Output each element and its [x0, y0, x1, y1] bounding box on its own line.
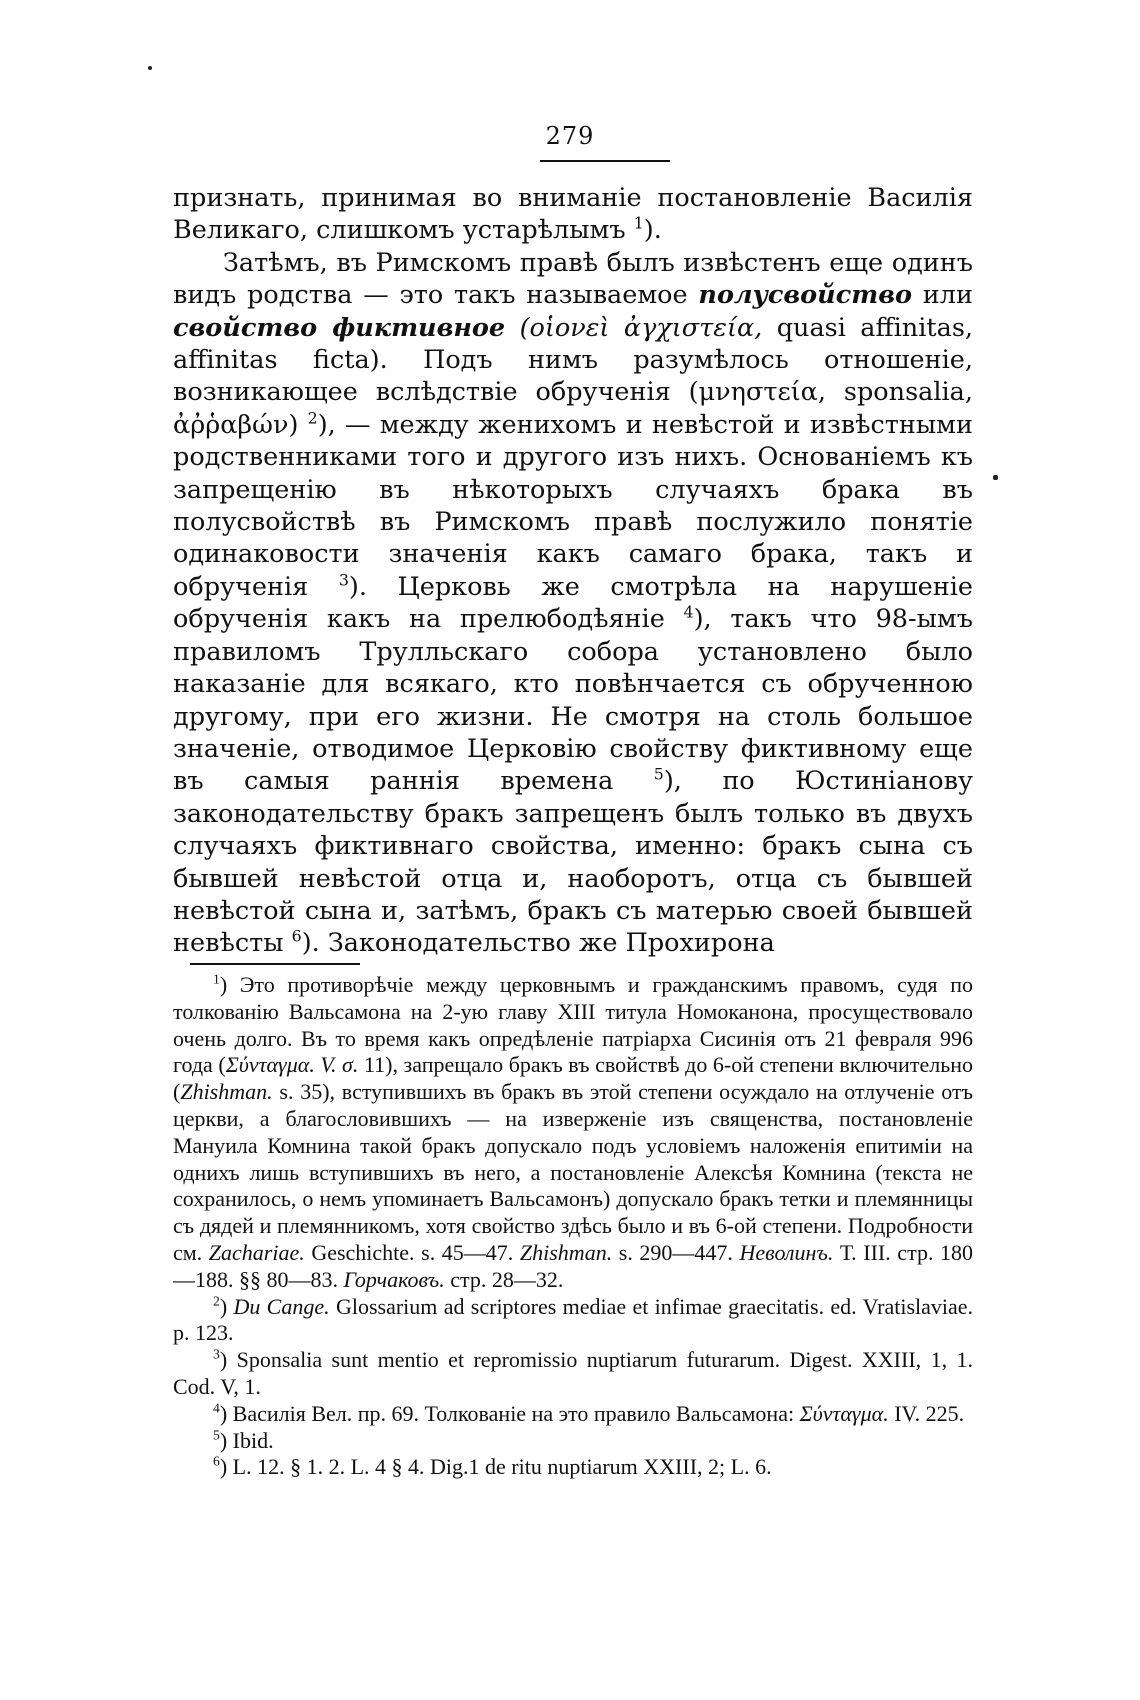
paragraph-text: Затѣмъ, въ Римскомъ правѣ былъ извѣстенъ еще одинъ видъ родства — это такъ называемое — [173, 247, 973, 311]
footnote-marker[interactable]: 2 — [307, 408, 318, 428]
footnote-text: Т. III. стр. 180—188. §§ 80—83. — [173, 1239, 974, 1292]
footnote-number: 1 — [213, 971, 220, 987]
paragraph-text: ), по Юстиніанову законодательству бракъ запрещенъ былъ только въ двухъ случаяхъ фиктивнаго свойства, именно: бракъ сына съ бывшей невѣстой отца и, наоборотъ, отца съ бывшей невѣстой сына и, затѣмъ, бракъ съ матерью своей бывшей невѣсты — [173, 766, 973, 959]
footnote-text: Glossarium ad scriptores mediae et infimae graecitatis. ed. Vratislaviae. p. 123. — [173, 1293, 974, 1346]
footnote-text: Это противорѣчіе между церковнымъ и гражданскимъ правомъ, судя по толкованію Вальсамона на 2-ую главу XIII титула Номоканона, просуществовало очень долго. Въ то время какъ опредѣленіе патріарха Сисинія отъ 21 февраля 996 года ( — [173, 972, 974, 1078]
paragraph-text: Церковь же смотрѣла на нарушеніе обрученія какъ на прелюбодѣяніе — [173, 571, 973, 635]
footnote-1: $^1$) Это противорѣчіе между церковнымъ и гражданскимъ правомъ, судя по толкованію Вальсамона на 2-ую главу XIII титула Номоканона, просуществовало очень долго. Въ то время какъ опредѣленіе патріарха Сисинія отъ 21 февраля 996 года (Σύνταγμα. V. σ. 11), запрещало бракъ въ свойствѣ до 6-ой степени включительно (Zhishman. s. 35), вступившихъ въ бракъ въ этой степени осуждало на отлученіе отъ церкви, а благословившихъ — на изверженіе изъ священства, постановленіе Мануила Комнина такой бракъ допускало подъ условіемъ наложенія епитиміи на однихъ лишь вступившихъ въ него, а постановленіе Алексѣя Комнина (текста не сохранилось, о немъ упоминаетъ Вальсамонъ) допускало бракъ тетки и племянницы съ дядей и племянникомъ, хотя свойство здѣсь было и въ 6-ой степени. Подробности см. Zachariae. Geschichte. s. 45—47. Zhishman. s. 290—447. Неволинъ. Т. III. стр. 180—188. §§ 80—83. Горчаковъ. стр. 28—32. — [173, 971, 974, 1292]
paragraph-text: ), такъ что 98-ымъ правиломъ Трулльскаго собора установлено было наказаніе для всякаго, кто повѣнчается съ обрученною другому, при его жизни. Не смотря на столь большое значеніе, отводимое Церковію свойству фиктивному еще въ самыя раннія времена — [173, 604, 973, 797]
footnote-text: IV. 225. — [894, 1400, 965, 1426]
paragraph-text: признать, принимая во вниманіе постановленіе Василія Великаго, слишкомъ устарѣлымъ — [173, 183, 973, 246]
page-number: 279 — [545, 122, 595, 150]
paragraph-text: quasi affinitas, affinitas ficta). Подъ нимъ разумѣлось отношеніе, возникающее вслѣдствіе обрученія (μνηστεία, sponsalia, ἀῤῥαβών) — [173, 312, 974, 440]
footnotes — [173, 972, 973, 1481]
paragraph-2: Затѣмъ, въ Римскомъ правѣ былъ извѣстенъ еще одинъ видъ родства — это такъ называемое полусвойство или свойство фиктивное (οἱονεὶ ἀγχιστεία, quasi affinitas, affinitas ficta). Подъ нимъ разумѣлось отношеніе, возникающее вслѣдствіе обрученія (μνηστεία, sponsalia, ἀῤῥαβών) $^2$), — между женихомъ и невѣстой и извѣстными родственниками того и другого изъ нихъ. Основаніемъ къ запрещенію въ нѣкоторыхъ случаяхъ брака въ полусвойствѣ въ Римскомъ правѣ послужило понятіе одинаковости значенія какъ самаго брака, такъ и обрученія $^3$). Церковь же смотрѣла на нарушеніе обрученія какъ на прелюбодѣяніе $^4$), такъ что 98-ымъ правиломъ Трулльскаго собора установлено было наказаніе для всякаго, кто повѣнчается съ обрученною другому, при его жизни. Не смотря на столь большое значеніе, отводимое Церковію свойству фиктивному еще въ самыя раннія времена $^5$), по Юстиніанову законодательству бракъ запрещенъ былъ только въ двухъ случаяхъ фиктивнаго свойства, именно: бракъ сына съ бывшей невѣстой отца и, наоборотъ, отца съ бывшей невѣстой сына и, затѣмъ, бракъ съ матерью своей бывшей невѣсты $^6$). Законодательство же Прохирона — [173, 247, 974, 959]
paragraph-text: или — [922, 280, 973, 311]
footnote-text: стр. 28—32. — [450, 1266, 564, 1292]
footnote-text: Geschichte. s. 45—47. — [311, 1239, 514, 1265]
footnote-text: s. 290—447. — [618, 1239, 733, 1265]
footnote-marker[interactable]: 5 — [653, 764, 664, 784]
page-number-rule — [540, 160, 670, 162]
main-text — [173, 182, 973, 960]
footnote-text: L. 12. § 1. 2. L. 4 § 4. Dig.1 de ritu nuptiarum XXIII, 2; L. 6. — [232, 1454, 772, 1480]
footnote-4: $^4$) Василія Вел. пр. 69. Толкованіе на это правило Вальсамона: Σύνταγμα. IV. 225. — [213, 1400, 965, 1426]
citation-italic: Zachariae. — [208, 1239, 305, 1265]
citation-italic: Σύνταγμα. — [799, 1400, 889, 1426]
footnote-text: Ibid. — [232, 1427, 274, 1453]
footnote-marker[interactable]: 4 — [683, 602, 694, 622]
footnote-6: $^6$) L. 12. § 1. 2. L. 4 § 4. Dig.1 de ritu nuptiarum XXIII, 2; L. 6. — [213, 1454, 772, 1480]
paragraph-1: признать, принимая во вниманіе постановленіе Василія Великаго, слишкомъ устарѣлымъ $^1$). — [173, 183, 973, 246]
term-fictive-affinity: свойство фиктивное — [173, 312, 506, 343]
citation-italic: Σύνταγμα. V. σ. — [225, 1052, 359, 1078]
footnote-text: s. 35), вступившихъ въ бракъ въ этой степени осуждало на отлученіе отъ церкви, а благословившихъ — на изверженіе изъ священства, постановленіе Мануила Комнина такой бракъ допускало подъ условіемъ наложенія епитиміи на однихъ лишь вступившихъ въ него, а постановленіе Алексѣя Комнина (текста не сохранилось, о немъ упоминаетъ Вальсамонъ) допускало бракъ тетки и племянницы съ дядей и племянникомъ, хотя свойство здѣсь было и въ 6-ой степени. Подробности см. — [173, 1079, 973, 1265]
speck-mark — [993, 475, 998, 480]
footnote-marker[interactable]: 1 — [633, 213, 644, 233]
footnote-2: $^2$) Du Cange. Glossarium ad scriptores mediae et infimae graecitatis. ed. Vratislaviae. p. 123. — [173, 1293, 974, 1346]
footnote-number: 4 — [213, 1400, 220, 1416]
citation-italic: Неволинъ. — [739, 1239, 834, 1265]
footnote-text: 11), запрещало бракъ въ свойствѣ до 6-ой степени включительно ( — [173, 1052, 973, 1105]
paragraph-text: ). Законодательство же Прохирона — [301, 928, 775, 959]
footnote-number: 5 — [213, 1427, 220, 1443]
term-semi-affinity: полусвойство — [698, 280, 912, 311]
citation-italic: Zhishman. — [519, 1239, 613, 1265]
footnote-rule — [190, 963, 360, 965]
paragraph-text: — между женихомъ и невѣстой и извѣстными родственниками того и другого изъ нихъ. Основаніемъ къ запрещенію въ нѣкоторыхъ случаяхъ брака въ полусвойствѣ въ Римскомъ правѣ послужило понятіе одинаковости значенія какъ самаго брака, такъ и обрученія — [173, 409, 973, 602]
citation-italic: Du Cange. — [233, 1293, 330, 1319]
footnote-text: Василія Вел. пр. 69. Толкованіе на это правило Вальсамона: — [232, 1400, 795, 1426]
citation-italic: Zhishman. — [180, 1079, 273, 1105]
citation-italic: Горчаковъ. — [343, 1266, 445, 1292]
footnote-number: 3 — [213, 1346, 220, 1362]
greek-term: (οἱονεὶ ἀγχιστεία, — [519, 312, 763, 343]
footnote-3: $^3$) Sponsalia sunt mentio et repromissio nuptiarum futurarum. Digest. XXIII, 1, 1. Cod. V, 1. — [173, 1346, 974, 1399]
footnote-number: 6 — [213, 1454, 220, 1470]
footnote-marker[interactable]: 3 — [338, 570, 349, 590]
footnote-marker[interactable]: 6 — [291, 926, 302, 946]
footnote-text: Sponsalia sunt mentio et repromissio nuptiarum futurarum. Digest. XXIII, 1, 1. Cod. V, 1. — [173, 1347, 974, 1399]
speck-mark — [148, 66, 152, 70]
footnote-number: 2 — [213, 1293, 220, 1309]
footnote-5: $^5$) Ibid. — [213, 1427, 274, 1453]
